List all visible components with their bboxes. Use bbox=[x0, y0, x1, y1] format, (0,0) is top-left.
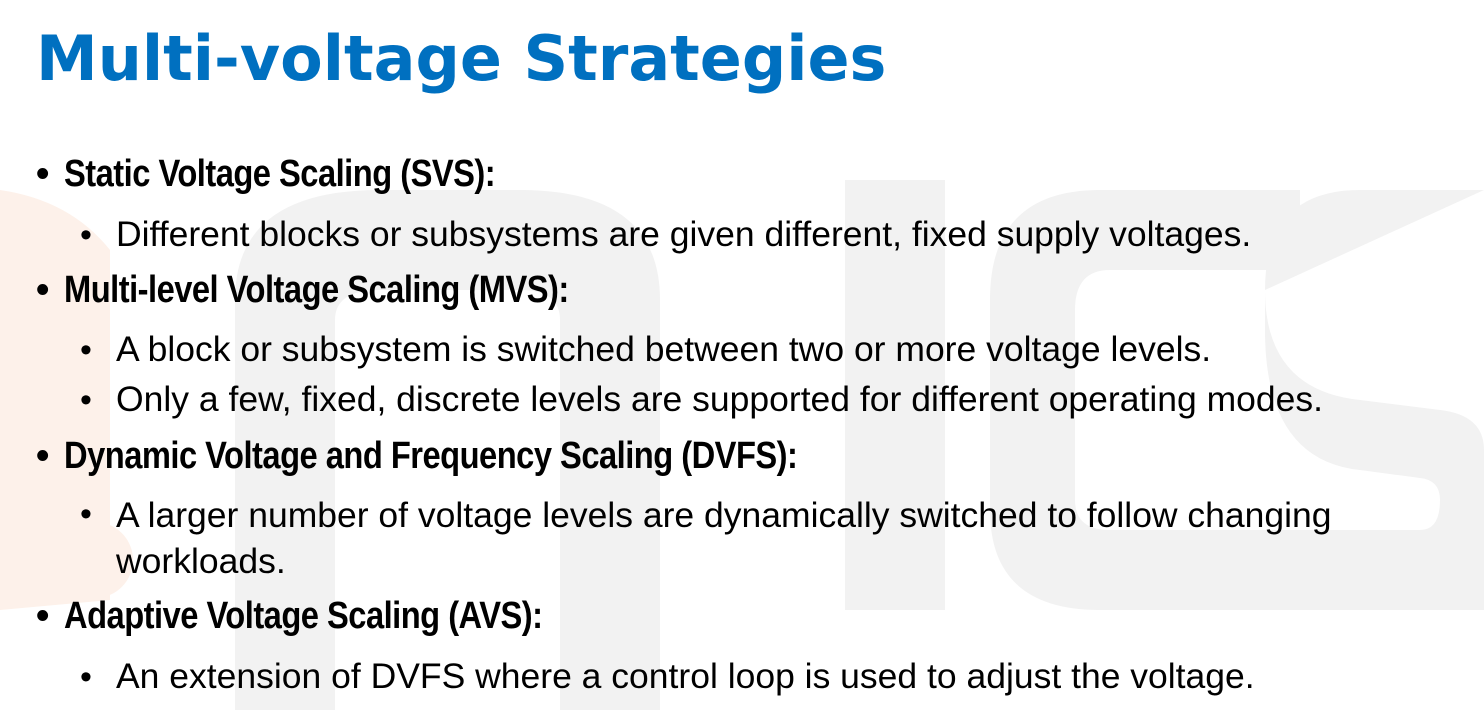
bullet-icon: • bbox=[36, 435, 49, 477]
sub-item-mvs-2: • Only a few, fixed, discrete levels are supported for different operating modes. bbox=[80, 377, 1323, 422]
list-item-avs bbox=[36, 594, 620, 638]
heading-mvs: Multi-level Voltage Scaling (MVS): bbox=[64, 269, 569, 311]
bullet-icon: • bbox=[36, 153, 49, 195]
bullet-icon: • bbox=[36, 595, 49, 637]
sub-item-svs-1: • Different blocks or subsystems are given different, fixed supply voltages. bbox=[80, 212, 1251, 257]
heading-svs: Static Voltage Scaling (SVS): bbox=[64, 153, 496, 195]
bullet-icon: • bbox=[80, 331, 92, 369]
heading-dvfs: Dynamic Voltage and Frequency Scaling (DVFS): bbox=[64, 435, 798, 477]
bullet-icon: • bbox=[80, 216, 92, 254]
bullet-icon: • bbox=[80, 495, 92, 533]
slide-title: Multi-voltage Strategies bbox=[36, 22, 887, 95]
list-item-mvs bbox=[36, 268, 651, 312]
list-item-svs bbox=[36, 152, 565, 196]
heading-avs: Adaptive Voltage Scaling (AVS): bbox=[64, 595, 543, 637]
sub-item-mvs-1: • A block or subsystem is switched between two or more voltage levels. bbox=[80, 327, 1211, 372]
sub-item-avs-1: • An extension of DVFS where a control loop is used to adjust the voltage. bbox=[80, 654, 1255, 699]
bullet-icon: • bbox=[80, 658, 92, 696]
sub-item-dvfs-1: • A larger number of voltage levels are dynamically switched to follow changing workloads. bbox=[80, 492, 1450, 584]
list-item-dvfs bbox=[36, 434, 917, 478]
bullet-icon: • bbox=[80, 381, 92, 419]
bullet-icon: • bbox=[36, 269, 49, 311]
